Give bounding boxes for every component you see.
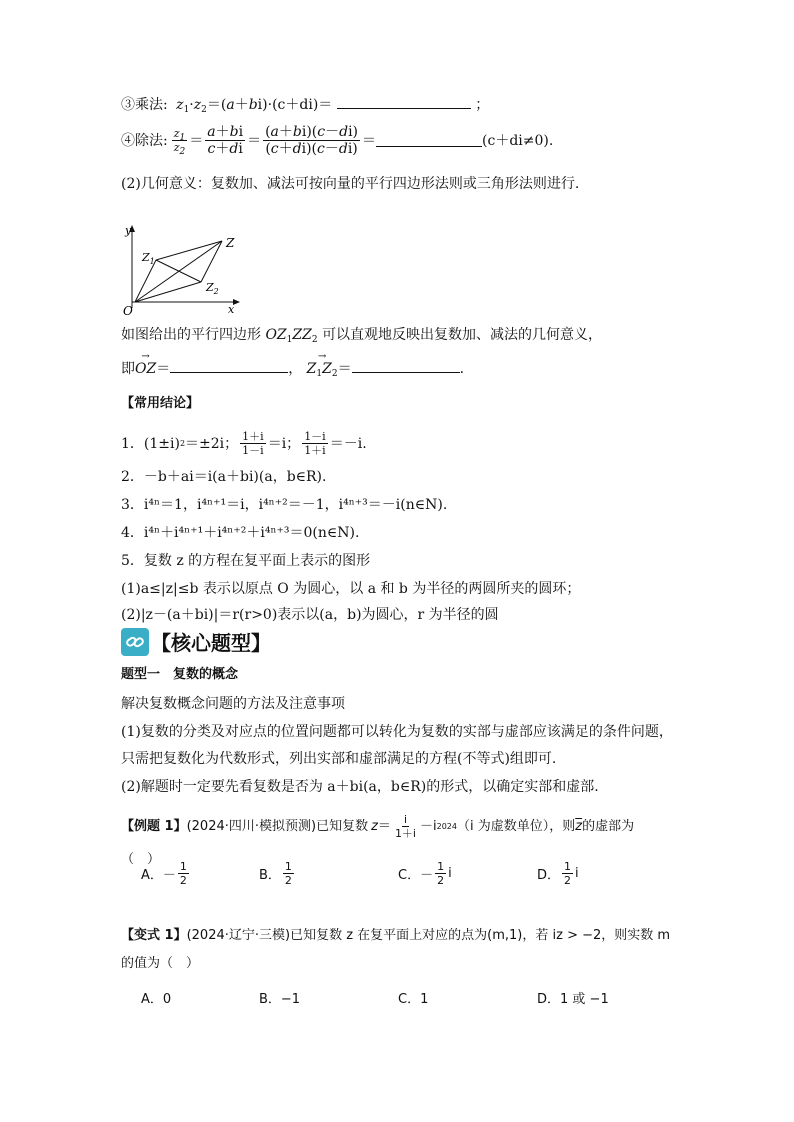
example1-option-b[interactable]: B． $\frac{1}{2}$	[259, 860, 292, 887]
svg-text:Z1: $Z_1$	[142, 251, 155, 266]
conclusion-4: 4．i⁴ⁿ＋i⁴ⁿ⁺¹＋i⁴ⁿ⁺²＋i⁴ⁿ⁺³＝0(n∈N).	[121, 525, 360, 541]
geo-equation: 即→ OZ＝ ， → $Z_1Z_2=$ .	[121, 360, 464, 378]
geo-caption: 如图给出的平行四边形 $OZ_1ZZ_2$ 可以直观地反映出复数加、减法的几何意义，	[121, 327, 603, 345]
variant1-option-a[interactable]: A．0	[141, 992, 172, 1007]
method-1b: 只需把复数化为代数形式，列出实部和虚部满足的方程(不等式)组即可.	[121, 751, 557, 767]
variant1-stem-2: 的值为（ ）	[121, 956, 200, 971]
parallelogram-figure	[118, 225, 243, 317]
conclusion-1: 1．(1±i) 2 ＝±2i； $\frac{1+i}{1-i}$ ＝i； $\frac{1-i}{1+i}$ ＝－i.	[121, 430, 367, 457]
conclusion-3: 3．i⁴ⁿ＝1，i⁴ⁿ⁺¹＝i，i⁴ⁿ⁺²＝－1，i⁴ⁿ⁺³＝－i(n∈N).	[121, 497, 448, 513]
example1-option-d[interactable]: D． $\frac{1}{2}$ i	[537, 860, 579, 887]
variant1-option-c[interactable]: C．1	[398, 992, 429, 1007]
conclusion-5: 5．复数 z 的方程在复平面上表示的图形	[121, 553, 371, 569]
variant1-option-b[interactable]: B．−1	[259, 992, 301, 1007]
mul-blank[interactable]	[337, 96, 471, 109]
variant1-option-d[interactable]: D．1 或 −1	[537, 992, 609, 1007]
svg-text:Z2: $Z_2$	[206, 281, 219, 296]
example1-paren: （ ）	[121, 852, 161, 867]
svg-text:Z: Z	[226, 236, 235, 250]
conclusion-5-1: (1)a≤|z|≤b 表示以原点 O 为圆心，以 a 和 b 为半径的两圆所夹的圆环；	[121, 581, 581, 597]
div-blank[interactable]	[376, 134, 482, 147]
core-title: 【核心题型】	[151, 631, 271, 655]
svg-text:y: y	[125, 225, 132, 237]
example1-option-a[interactable]: A． － $\frac{1}{2}$	[141, 860, 187, 887]
conclusion-2: 2．－b＋ai＝i(a＋bi)(a，b∈R).	[121, 469, 327, 485]
z1z2-blank[interactable]	[352, 360, 460, 373]
method-2: (2)解题时一定要先看复数是否为 a＋bi(a，b∈R)的形式，以确定实部和虚部.	[121, 779, 599, 795]
type1-title: 题型一 复数的概念	[121, 667, 239, 682]
geo-text: (2)几何意义：复数加、减法可按向量的平行四边形法则或三角形法则进行.	[121, 176, 580, 192]
svg-text:x: x	[228, 303, 235, 316]
oz-blank[interactable]	[170, 360, 288, 373]
example1-stem: 【例题 1】 (2024·四川·模拟预测) 已知复数 z ＝ $\frac{i}{1+i}$ －i 2024 （i 为虚数单位），则 $\overline{z}$ 的虚部为	[121, 813, 635, 840]
conclusion-5-2: (2)|z－(a＋bi)|＝r(r>0)表示以(a，b)为圆心，r 为半径的圆	[121, 607, 499, 623]
example1-option-c[interactable]: C． － $\frac{1}{2}$ i	[398, 860, 452, 887]
core-heading	[121, 627, 271, 656]
mul-line: ③乘法: $z_1\cdot z_2=(a+bi)\cdot(c+di)=$ ；	[121, 97, 490, 115]
method-title: 解决复数概念问题的方法及注意事项	[121, 696, 345, 712]
svg-text:O: O	[123, 304, 133, 317]
conclusions-title: 【常用结论】	[121, 396, 200, 411]
method-1a: (1)复数的分类及对应点的位置问题都可以转化为复数的实部与虚部应该满足的条件问题，	[121, 724, 673, 740]
div-line: ④除法: $\frac{z_1}{z_2}$ ＝ $\frac{a+bi}{c+di}$ ＝ $\frac{(a+bi)(c-di)}{(c+di)(c-di)}$ ＝ (c＋di≠0).	[121, 124, 554, 157]
link-icon	[121, 628, 149, 656]
variant1-stem: 【变式 1】(2024·辽宁·三模)已知复数 z 在复平面上对应的点为(m,1)，若 iz > −2，则实数 m	[121, 928, 671, 943]
